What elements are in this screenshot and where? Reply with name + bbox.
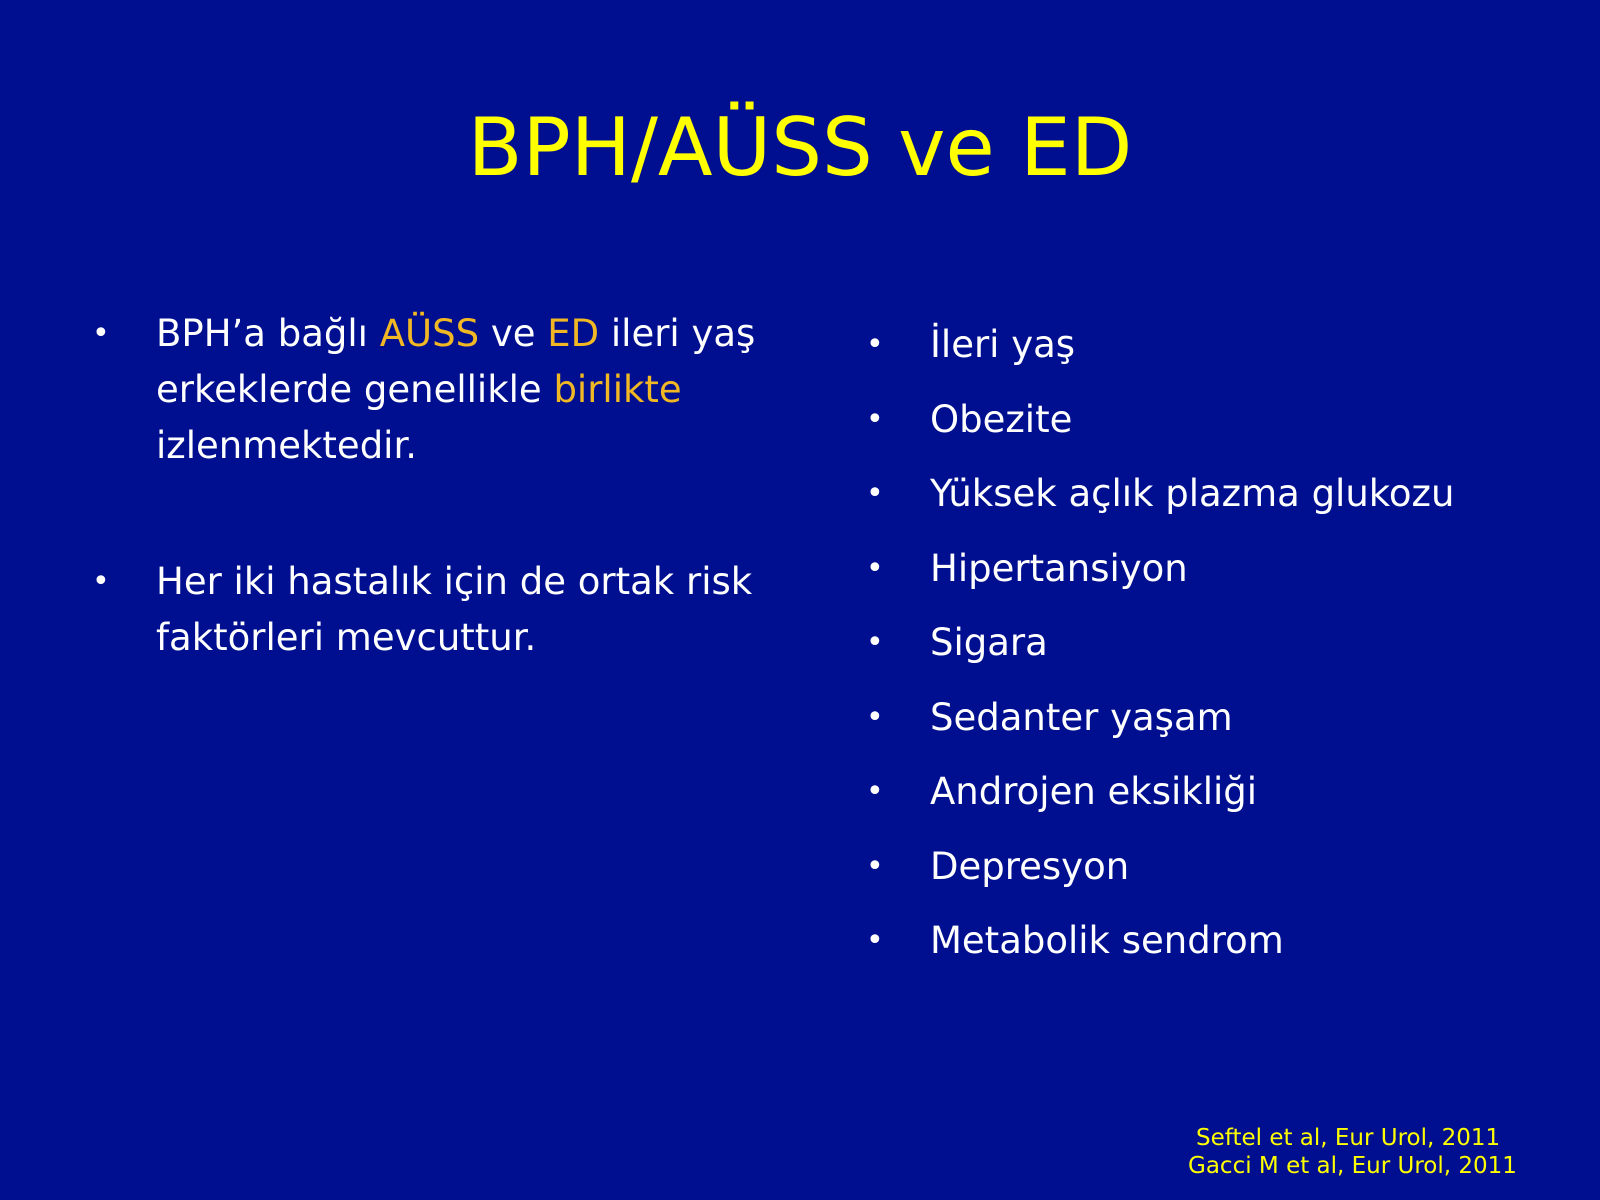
right-bullet-4 xyxy=(866,532,1566,607)
left-bullet-2-text: Her iki hastalık için de ortak risk faktörleri mevcuttur. xyxy=(156,560,753,659)
right-bullet-1 xyxy=(866,308,1566,383)
right-bullet-8-text: Depresyon xyxy=(930,844,1130,888)
bullet-dot-icon: • xyxy=(866,550,884,586)
bullet-dot-icon: • xyxy=(866,774,884,809)
right-bullet-3-text: Yüksek açlık plazma glukozu xyxy=(930,472,1455,515)
right-bullet-9 xyxy=(866,904,1566,979)
right-bullet-4-text: Hipertansiyon xyxy=(930,546,1188,590)
references xyxy=(1188,1124,1576,1180)
left-bullet-1-accent-ed: ED xyxy=(547,312,600,355)
bullet-dot-icon: • xyxy=(866,848,884,884)
left-bullet-1-accent-auss: AÜSS xyxy=(379,312,480,355)
reference-2: Gacci M et al, Eur Urol, 2011 xyxy=(1188,1153,1517,1179)
right-bullet-7 xyxy=(866,755,1566,830)
right-bullet-3 xyxy=(866,457,1566,532)
right-bullet-list xyxy=(866,308,1566,979)
left-bullet-1-segment-7: izlenmektedir. xyxy=(156,424,418,467)
left-bullet-1-accent-birlikte: birlikte xyxy=(553,368,682,411)
right-bullet-7-text: Androjen eksikliği xyxy=(930,770,1258,813)
bullet-dot-icon: • xyxy=(92,316,110,351)
right-bullet-5-text: Sigara xyxy=(930,621,1048,664)
slide-title: BPH/AÜSS ve ED xyxy=(467,101,1133,194)
bullet-dot-icon: • xyxy=(866,476,884,511)
left-bullet-list xyxy=(92,306,782,666)
left-bullet-1-segment-3: ve xyxy=(479,312,548,355)
right-bullet-2-text: Obezite xyxy=(930,397,1073,441)
bullet-dot-icon: • xyxy=(866,625,884,660)
right-bullet-1-text: İleri yaş xyxy=(930,323,1076,366)
left-bullet-1-segment-1: BPH’a bağlı xyxy=(156,312,380,355)
left-bullet-1 xyxy=(92,306,782,474)
right-bullet-6-text: Sedanter yaşam xyxy=(930,695,1233,739)
bullet-dot-icon: • xyxy=(866,699,884,735)
bullet-dot-icon: • xyxy=(866,923,884,958)
right-bullet-2 xyxy=(866,383,1566,458)
right-bullet-6 xyxy=(866,681,1566,756)
right-bullet-8 xyxy=(866,830,1566,905)
left-bullet-2 xyxy=(92,554,782,666)
bullet-dot-icon: • xyxy=(92,564,110,599)
reference-1: Seftel et al, Eur Urol, 2011 xyxy=(1196,1125,1501,1151)
left-bullet-1-segment-5: ileri yaş erkeklerde genellikle xyxy=(156,312,756,411)
right-bullet-9-text: Metabolik sendrom xyxy=(930,919,1284,962)
bullet-dot-icon: • xyxy=(866,327,884,362)
right-bullet-5 xyxy=(866,606,1566,681)
bullet-dot-icon: • xyxy=(866,401,884,437)
left-bullet-1-text xyxy=(156,312,755,467)
